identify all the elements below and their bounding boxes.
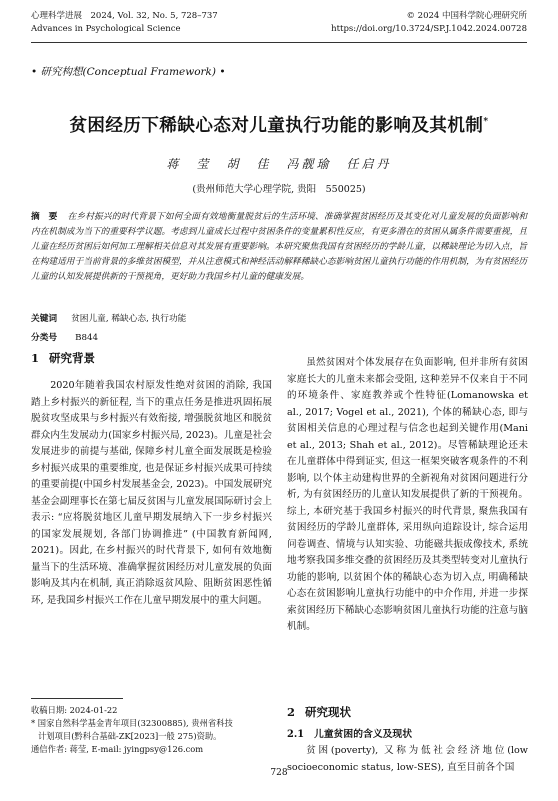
section-1-number: 1 bbox=[31, 351, 40, 365]
title-footnote-mark: * bbox=[483, 117, 489, 128]
footnotes bbox=[31, 704, 272, 756]
page-number: 728 bbox=[270, 768, 288, 778]
section-1-heading bbox=[31, 350, 95, 367]
journal-name-en: Advances in Psychological Science bbox=[31, 24, 181, 34]
author-list: 蒋 莹 胡 佳 冯靓瑜 任启丹 bbox=[166, 157, 392, 171]
footnote-rule bbox=[31, 698, 123, 699]
keywords-text: 贫困儿童, 稀缺心态, 执行功能 bbox=[71, 314, 187, 324]
subsection-title: 儿童贫困的含义及现状 bbox=[314, 729, 413, 740]
abstract bbox=[31, 210, 527, 285]
section-1-paragraph-right bbox=[287, 355, 528, 636]
abstract-text: 在乡村振兴的时代背景下如何全面有效地衡量脱贫后的生活环境、准确掌握贫困经历及其变化对儿童发展的负面影响和内在机制成为当下的重要科学议题。考虑到儿童成长过程中贫困条件的变量累积性反应，有更多潜在的贫困从属条件需要重视，且儿童在经历贫困后如何加工理解相关信息对其发展有重要影响。本研究聚焦我国有贫困经历的学龄儿童，以稀缺理论为切入点，旨在构建适用于当前背景的多维贫困模型，并从注意模式和神经活动解释稀缺心态影响贫困儿童执行功能的作用机制，为有贫困经历儿童的认知发展提供新的干预视角，更好助力我国乡村儿童的健康发展。 bbox=[31, 212, 528, 282]
received-date: 收稿日期: 2024-01-22 bbox=[31, 705, 118, 715]
keywords bbox=[31, 313, 186, 326]
header-left bbox=[31, 10, 218, 36]
subsection-2-1-heading bbox=[287, 727, 412, 744]
paragraph-text: 虽然贫困对个体发展存在负面影响, 但并非所有贫困家庭长大的儿童未来都会受阻, 这种差异不仅来自于不同的环境条件、家庭教养或个性特征(Lomanowska et al., 2017; Vogel et al., 2021), 个体的稀缺心态, 即与贫困相关信息的心理过程与信念也起到关键作用(Mani et al., 2013; Shah et al., 2012)。尽管稀缺理论还未在儿童群体中得到证实, 但这一框架突破客观条件的不利影响, 以个体主动建构世界的全新视角对贫困问题进行分析, 为有贫困经历的儿童认知发展提供了新的干预视角。综上, 本研究基于我国乡村振兴的时代背景, 聚焦我国有贫困经历的学龄儿童群体, 采用纵向追踪设计, 综合运用问卷调查、情境与认知实验、功能磁共振成像技术, 系统地考察我国多维交叠的贫困经历及其类型转变对儿童执行功能的影响, 以贫困个体的稀缺心态为切入点, 明确稀缺心态在贫困影响儿童执行功能中的中介作用, 并进一步探索贫困经历下稀缺心态影响贫困儿童执行功能的注意与脑机制。 bbox=[287, 357, 528, 632]
funding-line-1: * 国家自然科学基金青年项目(32300885), 贵州省科技 bbox=[31, 718, 233, 728]
section-2-heading bbox=[287, 704, 351, 721]
classification-label: 分类号 bbox=[31, 333, 58, 343]
subsection-number: 2.1 bbox=[287, 729, 305, 740]
doi-link[interactable]: https://doi.org/10.3724/SP.J.1042.2024.00728 bbox=[331, 24, 527, 34]
section-1-title: 研究背景 bbox=[49, 351, 96, 365]
paragraph-text: 2020年随着我国农村原发性绝对贫困的消除, 我国踏上乡村振兴的新征程, 当下的重点任务是推进巩固拓展脱贫攻坚成果与乡村振兴有效衔接, 增强脱贫地区和脱贫群众内生发展动力(国家乡村振兴局, 2023)。儿童是社会发展进步的前提与基础, 保障乡村儿童全面发展既是检验乡村振兴成果的重要维度, 也是保证乡村振兴成果可持续的重要前提(中国乡村发展基金会, 2023)。中国发展研究基金会副理事长在第七届反贫困与儿童发展国际研讨会上表示: “应将脱贫地区儿童早期发展纳入下一步乡村振兴的国家发展规划, 各部门协调推进” (中国教育新闻网, 2021)。因此, 在乡村振兴的时代背景下, 如何有效地衡量当下的生活环境、准确掌握贫困经历对儿童发展的负面影响及其内在机制, 真正消除返贫风险、阻断贫困恶性循环, 是我国乡村振兴工作在儿童早期发展中的重大问题。 bbox=[31, 380, 272, 606]
funding-line-2: 计划项目(黔科合基础-ZK[2023]一般 275)资助。 bbox=[38, 731, 222, 741]
classification bbox=[31, 331, 98, 343]
abstract-label: 摘 要 bbox=[31, 212, 58, 222]
running-header bbox=[31, 10, 527, 40]
corresponding-author: 通信作者: 蒋莹, E-mail: jyingpsy@126.com bbox=[31, 744, 204, 754]
journal-issue: 心理科学进展 2024, Vol. 32, No. 5, 728–737 bbox=[31, 11, 218, 21]
paper-title bbox=[0, 112, 558, 137]
paragraph-text: 贫困(poverty), 又称为低社会经济地位(low socioeconomic status, low-SES), 直至目前各个国 bbox=[287, 745, 528, 773]
left-column bbox=[31, 350, 272, 700]
header-right bbox=[331, 10, 527, 36]
keywords-label: 关键词 bbox=[31, 314, 58, 324]
title-text: 贫困经历下稀缺心态对儿童执行功能的影响及其机制 bbox=[69, 116, 484, 136]
copyright: © 2024 中国科学院心理研究所 bbox=[406, 11, 527, 21]
section-2-number: 2 bbox=[287, 705, 296, 719]
classification-code: B844 bbox=[75, 333, 99, 343]
affiliation: (贵州师范大学心理学院, 贵阳 550025) bbox=[192, 184, 366, 195]
paper-type: • 研究构想(Conceptual Framework) • bbox=[31, 66, 226, 78]
header-rule bbox=[31, 42, 527, 43]
section-2-title: 研究现状 bbox=[305, 705, 352, 719]
section-1-paragraph-left bbox=[31, 378, 272, 609]
right-column bbox=[287, 355, 528, 775]
